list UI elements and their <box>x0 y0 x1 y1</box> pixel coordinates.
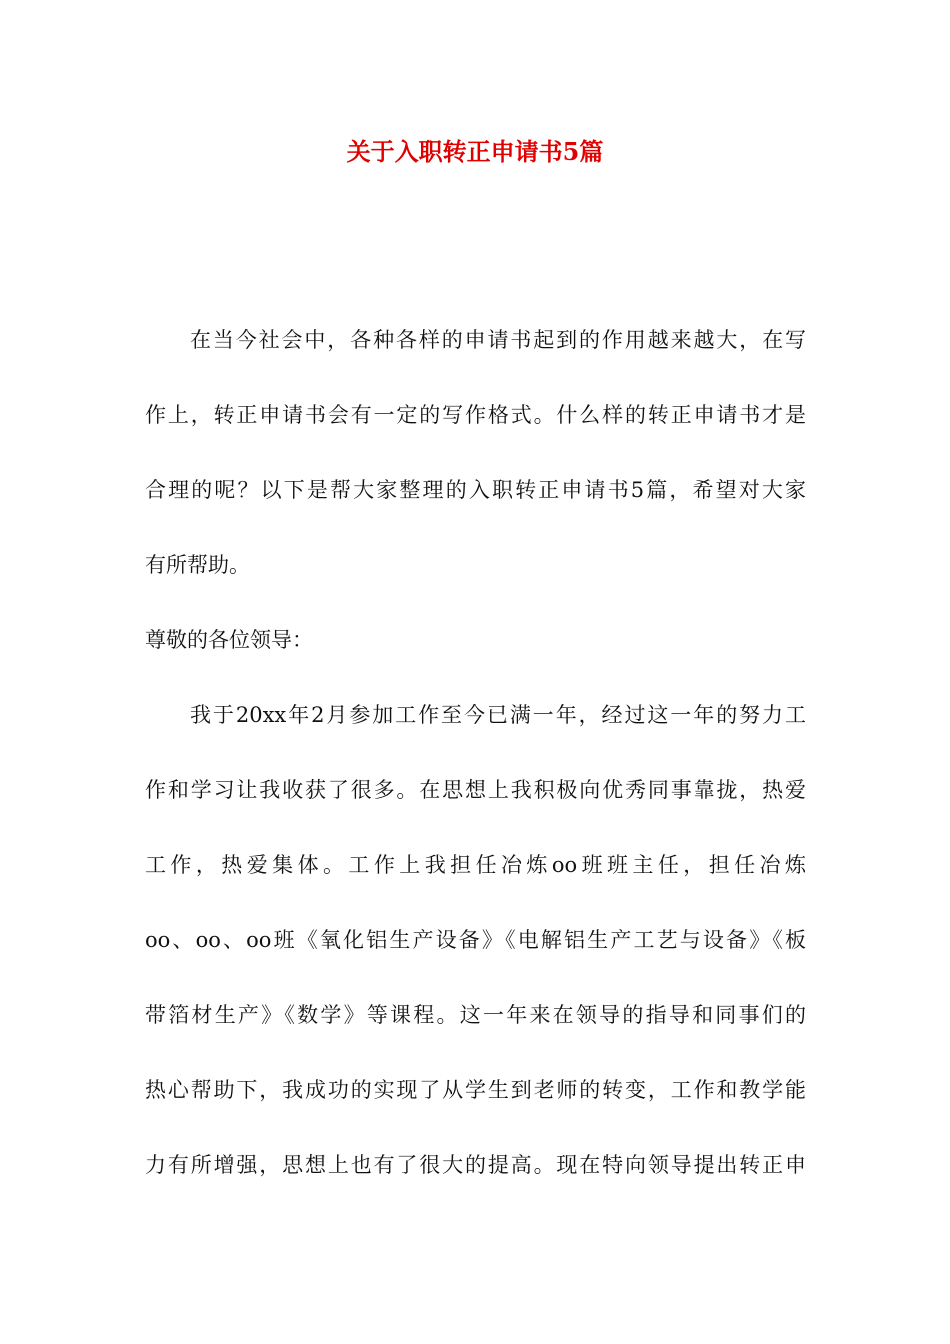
paragraph-line: 热心帮助下，我成功的实现了从学生到老师的转变，工作和教学能 <box>145 1078 806 1102</box>
paragraph-line: 合理的呢？以下是帮大家整理的入职转正申请书5篇，希望对大家 <box>145 478 806 502</box>
paragraph-line: 有所帮助。 <box>145 553 250 577</box>
document-title: 关于入职转正申请书5篇 <box>346 137 604 166</box>
paragraph-line: 带箔材生产》《数学》等课程。这一年来在领导的指导和同事们的 <box>145 1003 806 1027</box>
paragraph-line: 工作，热爱集体。工作上我担任冶炼oo班班主任，担任冶炼 <box>145 853 806 877</box>
paragraph-line: 作和学习让我收获了很多。在思想上我积极向优秀同事靠拢，热爱 <box>145 778 806 802</box>
paragraph-line: oo、oo、oo班《氧化铝生产设备》《电解铝生产工艺与设备》《板 <box>145 928 806 952</box>
paragraph-line: 作上，转正申请书会有一定的写作格式。什么样的转正申请书才是 <box>145 403 806 427</box>
salutation-line: 尊敬的各位领导： <box>145 628 313 652</box>
paragraph-line: 力有所增强，思想上也有了很大的提高。现在特向领导提出转正申 <box>145 1153 806 1177</box>
paragraph-line: 在当今社会中，各种各样的申请书起到的作用越来越大，在写 <box>190 328 806 352</box>
paragraph-line: 我于20xx年2月参加工作至今已满一年，经过这一年的努力工 <box>190 703 806 727</box>
